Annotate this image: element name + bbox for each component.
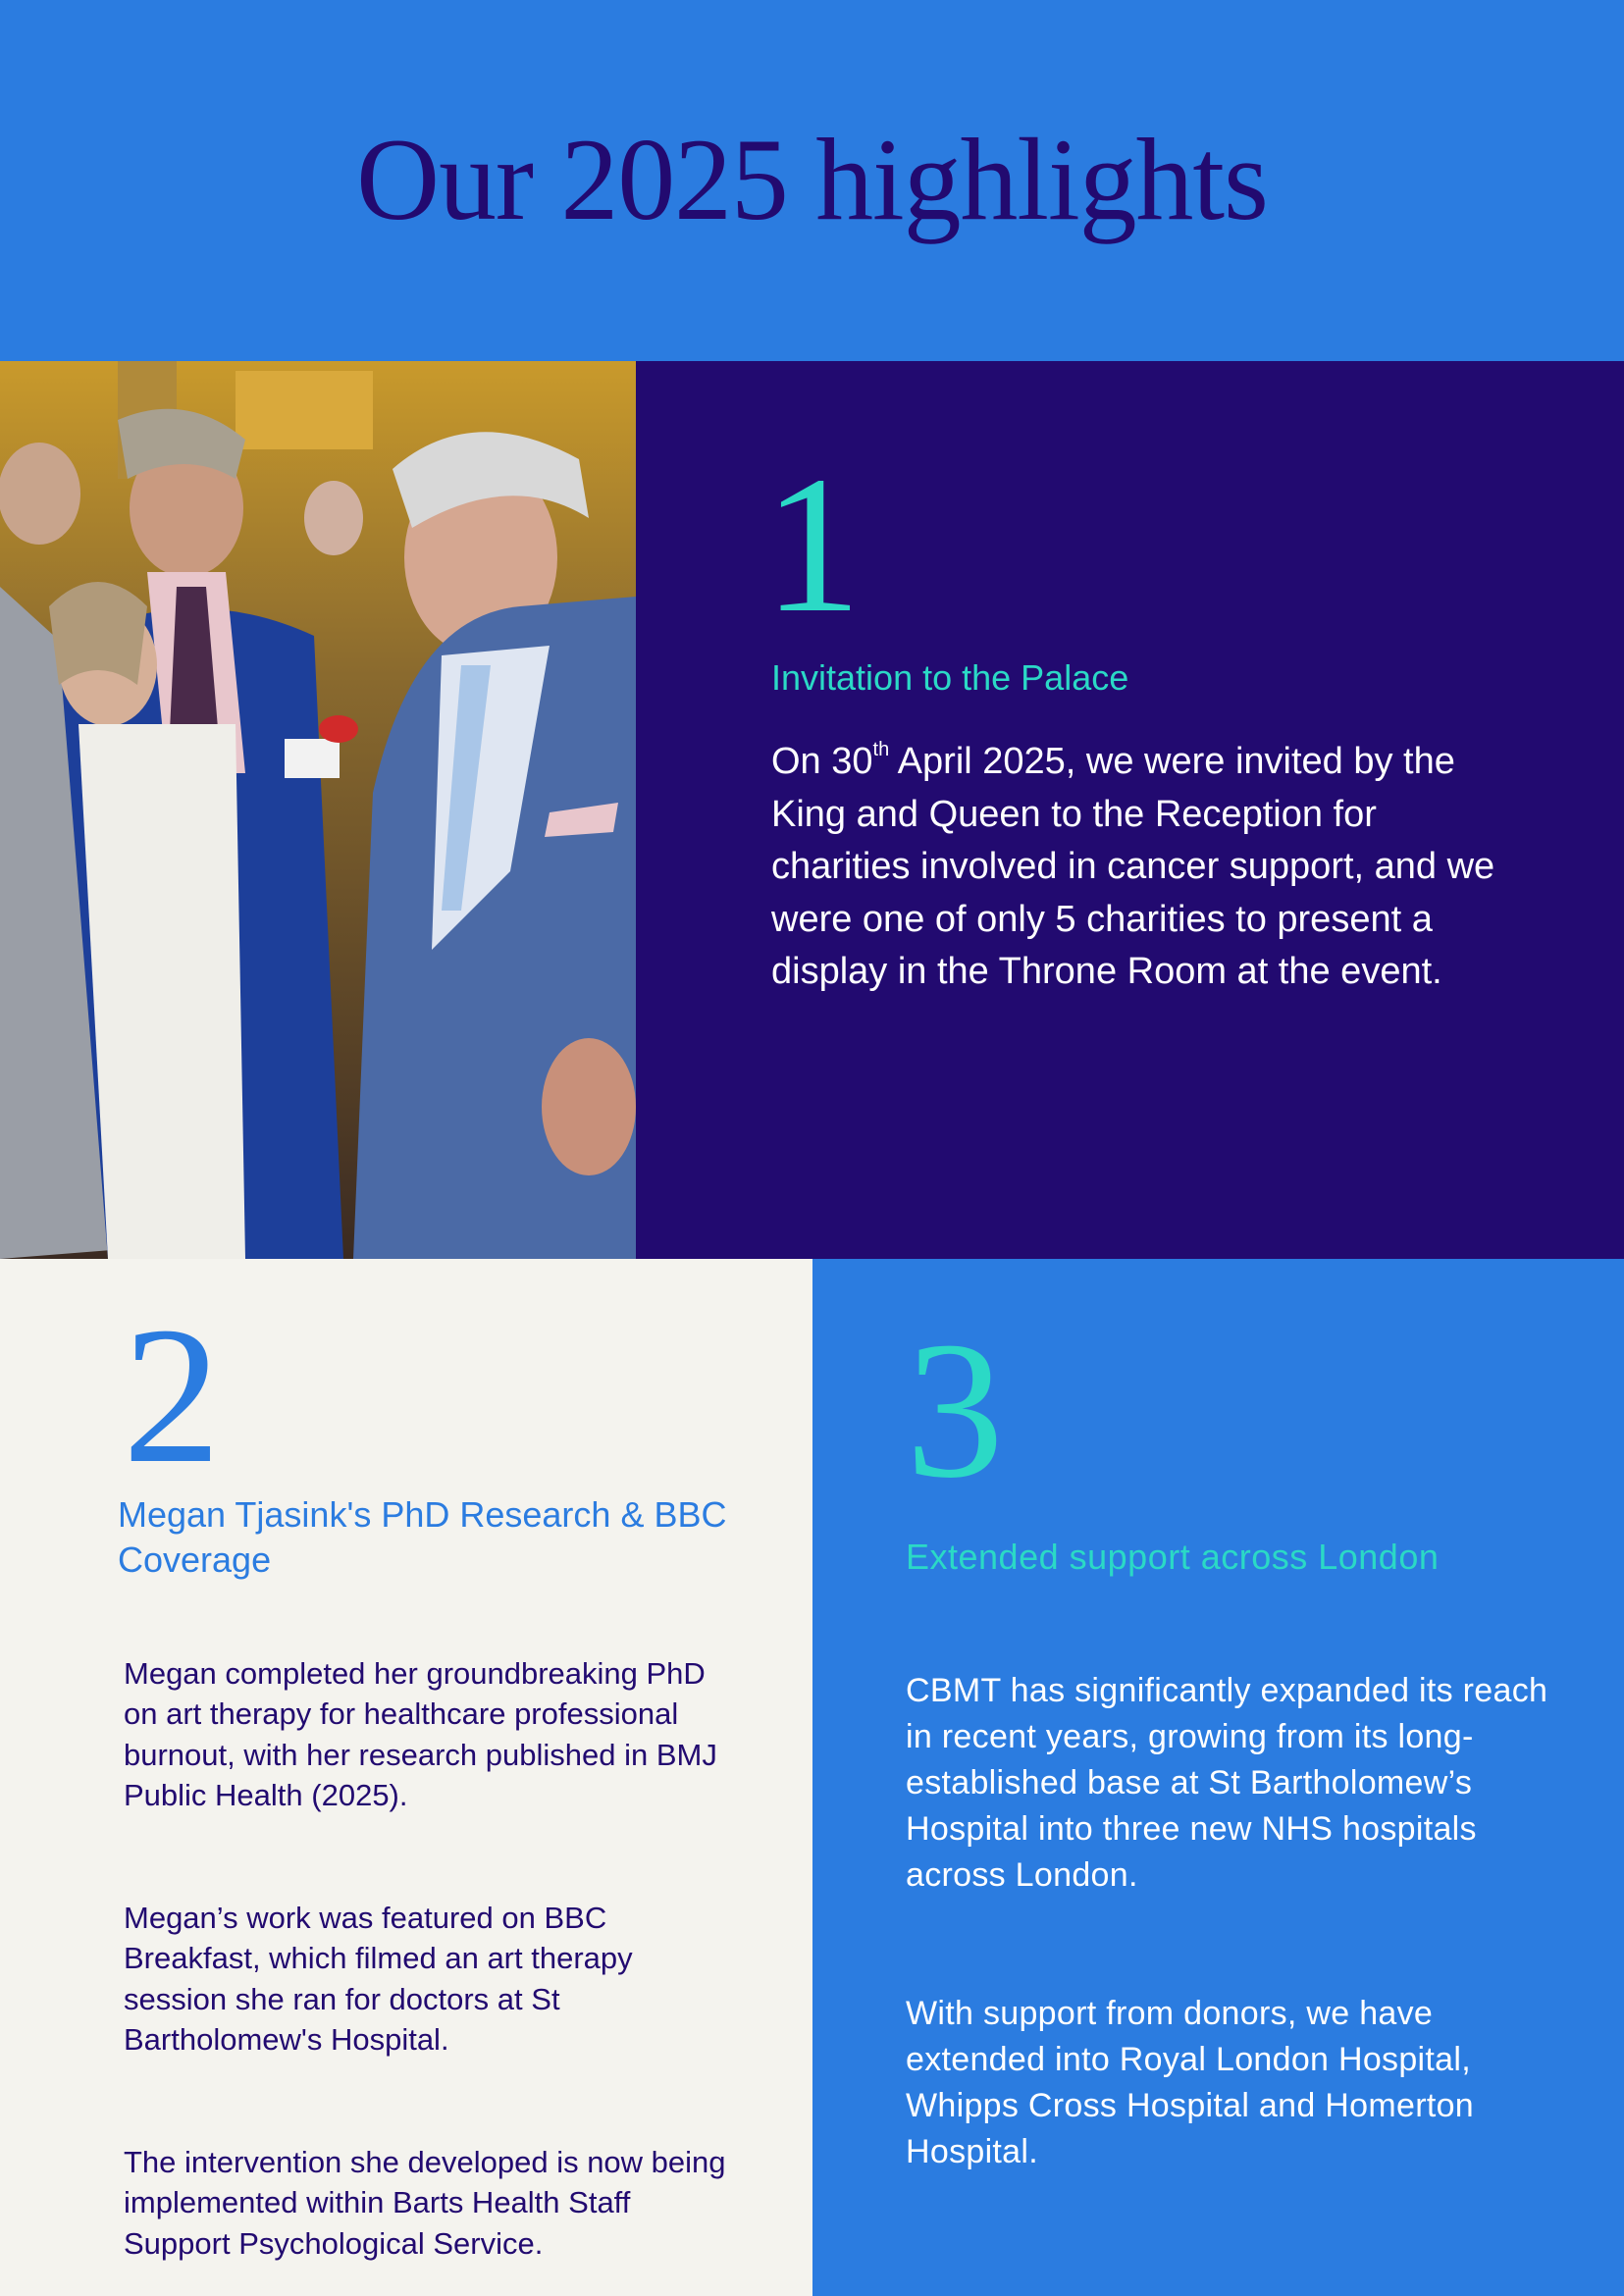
page-header: [0, 0, 1624, 361]
highlight-1-body-prefix: On 30: [771, 741, 873, 782]
highlight-1-number: 1: [763, 437, 862, 653]
highlight-1-body: [771, 736, 1497, 999]
highlight-3-heading: Extended support across London: [906, 1537, 1440, 1577]
highlight-2-paragraph: Megan’s work was featured on BBC Breakfast, which filmed an art therapy session she ran for doctors at St Bartholomew's Hospital.: [124, 1900, 633, 2057]
highlight-1-body-rest: April 2025, we were invited by the King and Queen to the Reception for charities involved in cancer support, and we were one of only 5 charities to present a display in the Throne Room at the event.: [771, 741, 1495, 992]
highlight-3-number: 3: [906, 1302, 1004, 1519]
highlight-3-paragraph: CBMT has significantly expanded its reach in recent years, growing from its long-established base at St Bartholomew’s Hospital into three new NHS hospitals across London.: [906, 1672, 1548, 1894]
photo-image: [0, 361, 636, 1259]
highlight-2-body: [124, 1612, 732, 2296]
highlight-2-number: 2: [123, 1287, 221, 1504]
page-title: Our 2025 highlights: [356, 114, 1268, 244]
highlight-3-panel: [812, 1259, 1624, 2296]
ordinal-suffix: th: [872, 739, 890, 760]
highlight-2-paragraph: The intervention she developed is now being implemented within Barts Health Staff Support Psychological Service.: [124, 2144, 726, 2261]
highlight-2-heading: Megan Tjasink's PhD Research & BBC Coverage: [118, 1494, 727, 1580]
highlight-3-paragraph: With support from donors, we have extended into Royal London Hospital, Whipps Cross Hospital and Homerton Hospital.: [906, 1995, 1474, 2170]
highlight-2-paragraph: Megan completed her groundbreaking PhD on art therapy for healthcare professional burnout, with her research published in BMJ Public Health (2025).: [124, 1655, 717, 1812]
highlight-2-panel: [0, 1259, 812, 2296]
highlight-1-heading: Invitation to the Palace: [771, 657, 1129, 698]
highlight-3-body: [906, 1622, 1553, 2268]
palace-reception-photo: [0, 361, 636, 1259]
highlight-1-panel: [636, 361, 1624, 1259]
